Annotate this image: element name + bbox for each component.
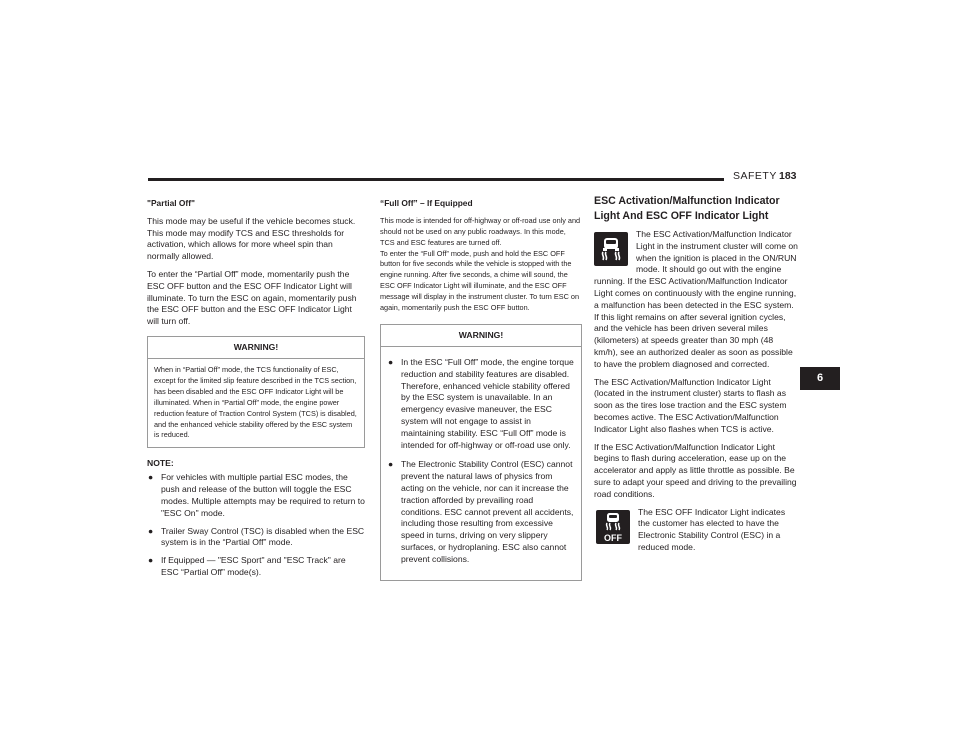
- paragraph: To enter the “Full Off” mode, push and hold the ESC OFF button for five seconds while the vehicle is stopped with the engine running. After five seconds, a chime will sound, the ESC OFF Indicator Light will illuminate, and the ESC OFF message will display in the instrument cluster. To turn ESC on again, momentarily push the ESC OFF button.: [380, 248, 579, 313]
- list-item: ● For vehicles with multiple partial ESC modes, the push and release of the button will toggle the ESC modes. Multiple attempts may be required to return to "ESC On" mode.: [148, 472, 365, 518]
- header-rule: [148, 178, 724, 181]
- warning-list: [387, 355, 575, 566]
- list-item: ● Trailer Sway Control (TSC) is disabled when the ESC system is in the “Partial Off” mode.: [148, 525, 365, 548]
- list-item: ● In the ESC “Full Off” mode, the engine torque reduction and stability features are disabled. Therefore, enhanced vehicle stability offered by the ESC system is unavailable. In an emergency evasive maneuver, the ESC system will not engage to assist in maintaining stability. ESC “Full Off” mode is intended for off-highway or off-road use only.: [388, 356, 574, 450]
- column-3: [594, 194, 798, 560]
- column-1: [147, 198, 365, 585]
- esc-off-icon-label: OFF: [604, 532, 622, 543]
- warning-title: WARNING!: [381, 325, 581, 347]
- warning-text: When in “Partial Off” mode, the TCS functionality of ESC, except for the limited slip feature described in the TCS section, has been disabled and the ESC OFF Indicator Light will be illuminated. When in “Partial Off” mode, the engine power reduction feature of Traction Control System (TCS) is disabled, and the enhanced vehicle stability offered by the ESC system is reduced.: [154, 364, 357, 440]
- paragraph: To enter the “Partial Off” mode, momentarily push the ESC OFF button and the ESC OFF Indicator Light will illuminate. To turn the ESC on again, momentarily push the ESC OFF button and the ESC OFF Indicator Light will turn off.: [147, 268, 357, 327]
- bullet-icon: ●: [148, 472, 154, 483]
- bullet-icon: ●: [148, 525, 154, 536]
- warning-title: WARNING!: [148, 337, 364, 359]
- esc-indicator-heading: ESC Activation/Malfunction Indicator Light And ESC OFF Indicator Light: [594, 195, 780, 222]
- full-off-heading: “Full Off” – If Equipped: [380, 198, 473, 208]
- column-2: [380, 198, 582, 591]
- list-item: ● The Electronic Stability Control (ESC) cannot prevent the natural laws of physics from acting on the vehicle, nor can it increase the traction afforded by prevailing road conditions. ESC cannot prevent all accidents, including those resulting from excessive speed in turns, driving on very slippery surfaces, or hydroplaning. ESC also cannot prevent collisions.: [388, 459, 574, 564]
- note-list: [147, 472, 365, 578]
- list-item: ● If Equipped — "ESC Sport" and "ESC Track" are ESC “Partial Off” mode(s).: [148, 555, 346, 577]
- page-number: 183: [779, 170, 797, 182]
- paragraph: The ESC OFF Indicator Light indicates the customer has elected to have the Electronic Stability Control (ESC) in a reduced mode.: [638, 506, 786, 552]
- paragraph: The ESC Activation/Malfunction Indicator Light (located in the instrument cluster) starts to flash as soon as the tires lose traction and the ESC system becomes active. The ESC Activation/Malfunction Indicator Light also flashes when TCS is active.: [594, 376, 787, 434]
- chapter-tab: 6: [800, 367, 840, 390]
- bullet-icon: ●: [388, 356, 394, 367]
- paragraph: This mode is intended for off-highway or off-road use only and should not be used on any public roadways. In this mode, TCS and ESC features are turned off.: [380, 215, 581, 247]
- bullet-icon: ●: [388, 459, 394, 470]
- paragraph: This mode may be useful if the vehicle becomes stuck. This mode may modify TCS and ESC thresholds for activation, which allows for more wheel spin than normally allowed.: [147, 215, 356, 262]
- esc-off-icon: [596, 510, 630, 544]
- paragraph: If the ESC Activation/Malfunction Indicator Light begins to flash during acceleration, ease up on the accelerator and apply as little throttle as possible. Be sure to adapt your speed and driving to the prevailing road conditions.: [594, 441, 797, 499]
- note-label: NOTE:: [147, 458, 174, 469]
- partial-off-heading: "Partial Off": [147, 198, 195, 208]
- section-title: SAFETY: [733, 170, 777, 182]
- bullet-icon: ●: [148, 555, 154, 566]
- paragraph: The ESC Activation/Malfunction Indicator Light in the instrument cluster will come on when the ignition is placed in the ON/RUN mode. It should go out with the engine running. If the ESC Activation/Malfunction Indicator Light comes on continuously with the engine running, a malfunction has been detected in the ESC system. If this light remains on after several ignition cycles, and the vehicle has been driven several miles (kilometers) at speeds greater than 30 mph (48 km/h), see an authorized dealer as soon as possible to have the problem diagnosed and corrected.: [594, 229, 798, 369]
- warning-box: [380, 324, 582, 581]
- warning-body: [381, 347, 581, 580]
- warning-box: [147, 336, 365, 448]
- esc-activation-icon: [594, 232, 628, 266]
